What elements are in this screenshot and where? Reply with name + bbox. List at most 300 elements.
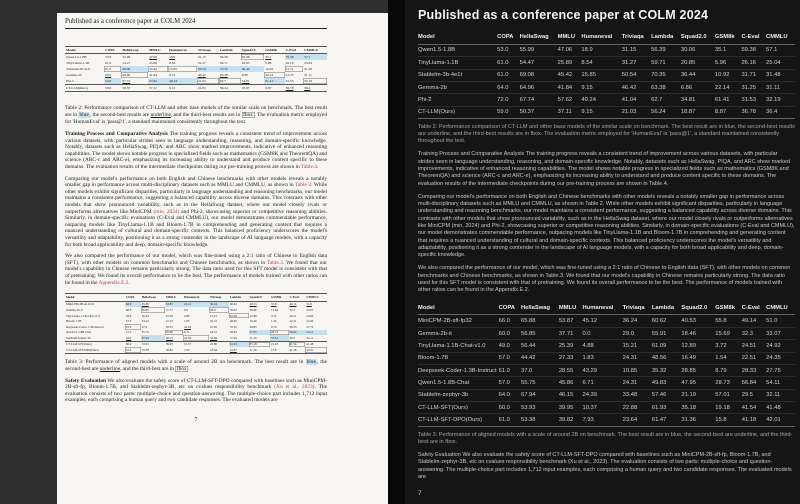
value-cell: 46.15 xyxy=(559,389,583,401)
table2-light xyxy=(65,46,327,92)
value-cell: 61.93 xyxy=(229,341,249,347)
column-header: Model xyxy=(65,294,125,301)
value-cell: 16.49 xyxy=(249,319,257,324)
value-cell: 67.74 xyxy=(520,94,558,106)
value-cell: 24.39 xyxy=(183,335,209,341)
value-cell: 3.72 xyxy=(715,340,741,352)
model-cell: Gemma-2b-it xyxy=(418,327,499,339)
value-cell: 40.53 xyxy=(249,302,257,307)
value-cell: 32.19 xyxy=(766,94,795,106)
value-cell: 46.42 xyxy=(622,81,651,93)
column-header: HellaSwag xyxy=(141,294,165,301)
value-cell: 37.11 xyxy=(148,85,168,92)
caption-underline-word: underline xyxy=(150,112,171,119)
value-cell: 31.71 xyxy=(285,66,304,72)
value-cell: 41.04 xyxy=(622,94,651,106)
value-cell: 31.25 xyxy=(285,73,294,78)
value-cell: 61.41 xyxy=(264,78,284,85)
value-cell: 37.11 xyxy=(558,106,582,118)
table3-light xyxy=(65,293,327,354)
column-header: HellaSwag xyxy=(521,302,559,315)
value-cell: 6.86 xyxy=(681,81,715,93)
value-cell: 18.87 xyxy=(681,106,715,118)
value-cell: 56.85 xyxy=(521,327,559,339)
value-cell: 27.33 xyxy=(165,319,173,324)
value-cell: 57.46 xyxy=(229,335,237,340)
value-cell: 44.42 xyxy=(141,319,149,324)
model-cell: Gemma-2b-it xyxy=(66,307,83,312)
column-header: COPA xyxy=(499,302,521,315)
value-cell: 70.35 xyxy=(219,66,241,72)
caption-text: underline xyxy=(427,131,451,138)
value-cell: 55.91 xyxy=(229,307,237,312)
page-number-dark: 7 xyxy=(418,490,422,498)
value-cell: 34.81 xyxy=(681,94,715,106)
value-cell: 22.51 xyxy=(289,319,297,324)
value-cell: 28.33 xyxy=(742,364,766,376)
value-cell: 72.0 xyxy=(104,78,121,85)
value-cell: 53.87 xyxy=(165,301,183,307)
value-cell: 61.0 xyxy=(125,324,141,330)
value-cell: 48.56 xyxy=(652,352,682,364)
value-cell: 31.36 xyxy=(681,414,715,426)
value-cell: 53.38 xyxy=(141,348,149,353)
value-cell: 61.09 xyxy=(229,313,249,319)
value-cell: 41.84 xyxy=(558,81,582,93)
value-cell: 35.32 xyxy=(229,324,237,329)
model-cell: Stablelm-zephyr-3b xyxy=(66,335,91,340)
value-cell: 59.71 xyxy=(219,61,228,66)
value-cell: 15.21 xyxy=(623,340,652,352)
value-cell: 30.06 xyxy=(681,44,715,56)
value-cell: 28.85 xyxy=(249,324,257,329)
value-cell: 6.71 xyxy=(184,330,190,335)
value-cell: 1.54 xyxy=(715,352,741,364)
value-cell: 18.9 xyxy=(581,44,621,56)
value-cell: 45.86 xyxy=(165,330,183,336)
value-cell: 31.27 xyxy=(197,61,206,66)
paper-page-dark xyxy=(405,0,800,504)
value-cell: 42.01 xyxy=(305,347,327,353)
value-cell: 21.19 xyxy=(249,335,257,340)
model-cell: Deepseek-Coder-1.3B-Instruct xyxy=(418,364,499,376)
value-cell: 56.84 xyxy=(289,330,306,336)
value-cell: 29.5 xyxy=(289,335,295,340)
value-cell: 37.71 xyxy=(559,327,583,339)
value-cell: 61.0 xyxy=(105,61,112,66)
column-header: Humaneval xyxy=(183,294,209,301)
value-cell: 61.0 xyxy=(104,66,121,72)
light-page-content xyxy=(57,13,388,423)
value-cell: 64.0 xyxy=(497,81,519,93)
column-header: GSM8k xyxy=(715,31,742,44)
reference-link: (Xu et al., 2023) xyxy=(274,384,315,391)
value-cell: 42.01 xyxy=(766,414,795,426)
value-cell: 69.08 xyxy=(121,66,148,72)
value-cell: 16.49 xyxy=(681,352,715,364)
value-cell: 15.8 xyxy=(271,348,277,353)
header-row xyxy=(65,294,327,301)
table-row xyxy=(418,389,795,401)
column-header: COPA xyxy=(104,47,121,54)
model-cell: TinyLlama-1.1B xyxy=(66,61,90,66)
value-cell: 10.92 xyxy=(265,67,274,72)
value-cell: 61.0 xyxy=(497,69,519,81)
model-cell: MiniCPM-2B-sft-fp32 xyxy=(66,302,95,307)
table-row xyxy=(418,94,795,106)
value-cell: 25.89 xyxy=(558,57,582,69)
value-cell: 55.8 xyxy=(271,302,277,307)
header-row xyxy=(418,31,795,44)
value-cell: 60.0 xyxy=(125,341,141,347)
caption-text: , and the third-best are in xyxy=(120,365,176,372)
column-header: MMLU xyxy=(148,47,168,54)
value-cell: 50.37 xyxy=(520,106,558,118)
reference-link: Table 2 xyxy=(294,182,312,189)
caption-text: , the second-best are xyxy=(681,431,735,438)
value-cell: 24.51 xyxy=(742,340,766,352)
value-cell: 50.54 xyxy=(197,66,219,72)
value-cell: 49.83 xyxy=(652,377,682,389)
value-cell: 53.0 xyxy=(105,55,112,60)
value-cell: 28.55 xyxy=(559,364,583,376)
column-header: Model xyxy=(418,302,499,315)
column-header: CMMLU xyxy=(305,294,327,301)
value-cell: 54.11 xyxy=(766,377,795,389)
value-cell: 30.06 xyxy=(241,54,265,61)
value-cell: 8.54 xyxy=(581,57,621,69)
value-cell: 53.93 xyxy=(141,341,165,347)
value-cell: 37.0 xyxy=(521,364,559,376)
column-header: Lambda xyxy=(229,294,249,301)
table-row xyxy=(418,315,795,327)
value-cell: 35.18 xyxy=(681,402,715,414)
value-cell: 40.53 xyxy=(681,315,715,327)
value-cell: 69.08 xyxy=(520,69,558,81)
column-header: MMLU xyxy=(559,302,583,315)
value-cell: 56.84 xyxy=(742,377,766,389)
value-cell: 56.39 xyxy=(651,44,681,56)
comparison-paragraph-light: Comparing our model's performance on both English and Chinese benchmarks with other models reveals a notably smaller gap in performance across multi-disciplinary datasets such as MMLU and CMMLU, as shown in Table 2. While other models exhibit significant disparities, particularly in language understanding and reasoning benchmarks, our model maintains a consistent performance, suggesting a balanced capability across diverse domains. This contrasts with other models that show pronounced variability, such as in the HellaSwag dataset, where our model closely rivals or outperforms alternatives like MiniCPM (min, 2024) and Phi-2, showcasing superior or competitive reasoning abilities. Similarly, in domain-specific evaluations (C-Eval and CMMLU), our model demonstrates commendable performance, outpacing models like TinyLlama-1.1B and Bloom-1.7B in comprehending and generating content that requires a nuanced understanding of cultural and domain-specific contexts. This balanced proficiency underscores the model's versatility and adaptability, positioning it as a strong contender in the landscape of AI language models, with a capacity for both broad applicability and deep, domain-specific knowledge. xyxy=(65,175,327,248)
value-cell: 18.46 xyxy=(249,307,257,312)
value-cell: 59.38 xyxy=(741,44,766,56)
value-cell: 53.93 xyxy=(521,402,559,414)
comparison-paragraph-dark: Comparing our model's performance on both English and Chinese benchmarks with other models reveals a notably smaller gap in performance across multi-disciplinary datasets such as MMLU and CMMLU, as shown in Table 2. While other models exhibit significant disparities, particularly in language understanding and reasoning benchmarks, our model maintains a consistent performance, suggesting a balanced capability across diverse domains. This contrasts with other models that show pronounced variability, such as in the HellaSwag dataset, where our model closely rivals or outperforms alternatives like MiniCPM (min, 2024) and Phi-2, showcasing superior or competitive reasoning abilities. Similarly, in domain-specific evaluations (C-Eval and CMMLU), our model demonstrates commendable performance, outpacing models like TinyLlama-1.1B and Bloom-1.7B in comprehending and generating content that requires a nuanced understanding of cultural and domain-specific contexts. This balanced proficiency underscores the model's versatility and adaptability, positioning it as a strong contender in the landscape of AI language models, with a capacity for both broad applicability and deep, domain-specific knowledge. xyxy=(418,193,795,259)
value-cell: 57.1 xyxy=(303,54,327,61)
value-cell: 41.84 xyxy=(149,73,157,78)
value-cell: 15.85 xyxy=(168,66,197,72)
value-cell: 35.1 xyxy=(265,55,272,60)
value-cell: 8.79 xyxy=(715,364,741,376)
value-cell: 51.0 xyxy=(306,302,312,307)
value-cell: 46.15 xyxy=(165,335,173,340)
table-row xyxy=(418,327,795,339)
column-header: Model xyxy=(65,47,104,54)
caption-text: Table 3: Performance of aligned models with a scale of around 2B on benchmark. The best result are in xyxy=(418,431,671,438)
value-cell: 24.92 xyxy=(306,313,314,318)
value-cell: 8.87 xyxy=(264,85,284,92)
value-cell: 40.24 xyxy=(168,78,197,85)
column-header: Model xyxy=(418,31,497,44)
value-cell: 21.03 xyxy=(622,106,651,118)
column-header: Triviaqa xyxy=(209,294,229,301)
value-cell: 57.0 xyxy=(125,319,132,324)
model-cell: CT-LLM(Ours) xyxy=(65,85,104,92)
column-header: Triviaqa xyxy=(197,47,219,54)
value-cell: 22.88 xyxy=(209,341,229,347)
value-cell: 31.48 xyxy=(304,67,313,72)
value-cell: 45.86 xyxy=(559,377,583,389)
paragraph-text: The training progress reveals a consistent trend of improvement across various datasets, with particular strides seen in language understanding, reasoning, and domain-specific knowledge. Notably, datasets such as HellaSwag, PIQA, and ARC show marked improvements, indicative of enhanced reasoning capabilities. The model shows notable progress in specialized fields such as mathematics (GSM8K and TheoremQA) and science (ARC-c and ARC-e), emphasizing its increasing ability to understand and produce content specific to these domains. The evaluation results of the intermediate checkpoints during our pre-training process are shown in Table.4. xyxy=(418,151,790,187)
caption-text: blue xyxy=(724,124,735,131)
caption-text: , the second-best results are xyxy=(89,112,151,119)
value-cell: 65.88 xyxy=(141,302,149,307)
caption-text: , the second-best are xyxy=(65,358,328,372)
value-cell: 10.37 xyxy=(582,402,622,414)
value-cell: 12.89 xyxy=(681,340,715,352)
value-cell: 56.24 xyxy=(651,106,681,118)
value-cell: 15.69 xyxy=(715,327,741,339)
column-header: C-Eval xyxy=(742,302,766,315)
value-cell: 31.71 xyxy=(741,69,766,81)
value-cell: 66.0 xyxy=(125,301,141,307)
value-cell: 70.35 xyxy=(651,69,681,81)
model-cell: Qwen1.5-1.8B xyxy=(66,55,87,60)
value-cell: 3.72 xyxy=(271,313,277,318)
value-cell: 57.1 xyxy=(766,44,795,56)
value-cell: 10.85 xyxy=(209,324,217,329)
column-header: Squad2.0 xyxy=(241,47,265,54)
value-cell: 27.75 xyxy=(766,364,795,376)
value-cell: 24.35 xyxy=(306,319,314,324)
table2-dark xyxy=(418,31,795,119)
value-cell: 24.31 xyxy=(209,319,217,324)
value-cell: 0.0 xyxy=(184,307,188,312)
value-cell: 10.92 xyxy=(715,69,742,81)
model-cell: CT-LLM(Ours) xyxy=(418,106,497,118)
caption-blue-word: blue xyxy=(79,112,89,119)
value-cell: 64.0 xyxy=(125,335,132,340)
column-header: CMMLU xyxy=(766,302,795,315)
value-cell: 31.53 xyxy=(285,79,294,84)
value-cell: 32.3 xyxy=(742,327,766,339)
value-cell: 60.62 xyxy=(229,302,237,307)
value-cell: 50.37 xyxy=(121,85,148,92)
value-cell: 31.53 xyxy=(741,94,766,106)
value-cell: 61.41 xyxy=(715,94,742,106)
model-cell: Qwen1.5-1.8B-Chat xyxy=(66,330,92,335)
column-header: Lambda xyxy=(652,302,682,315)
table-row xyxy=(418,377,795,389)
value-cell: 67.94 xyxy=(141,335,165,341)
value-cell: 24.35 xyxy=(766,352,795,364)
column-header: Humaneval xyxy=(582,302,622,315)
page-number-light: 7 xyxy=(194,417,198,424)
running-header-dark: Published as a conference paper at COLM 2024 xyxy=(418,8,709,22)
value-cell: 57.0 xyxy=(499,377,521,389)
value-cell: 46.42 xyxy=(197,73,206,78)
value-cell: 39.82 xyxy=(559,414,583,426)
value-cell: 31.25 xyxy=(741,81,766,93)
value-cell: 57.46 xyxy=(652,389,682,401)
value-cell: 56.24 xyxy=(219,85,241,92)
value-cell: 31.48 xyxy=(766,69,795,81)
value-cell: 36.78 xyxy=(285,85,304,92)
safety-paragraph-light xyxy=(65,378,327,404)
column-header: HellaSwag xyxy=(520,31,558,44)
table3-dark xyxy=(418,302,795,427)
value-cell: 24.31 xyxy=(209,330,217,335)
value-cell: 57.01 xyxy=(270,335,288,341)
table-row xyxy=(418,414,795,426)
value-cell: 0.0 xyxy=(582,327,622,339)
training-paragraph-light xyxy=(65,131,327,171)
column-header: Squad2.0 xyxy=(681,31,715,44)
caption-text: . The evaluation metric employed for 'HumanEval' is 'pass@1', a standard maintained consistently throughout the text. xyxy=(418,131,779,145)
value-cell: 57.0 xyxy=(125,330,132,335)
value-cell: 25.39 xyxy=(165,313,173,318)
model-cell: Qwen1.5-1.8B-Chat xyxy=(418,377,499,389)
model-cell: Qwen1.5-1.8B xyxy=(418,44,497,56)
caption-text: underline xyxy=(734,431,757,438)
value-cell: 28.33 xyxy=(289,324,297,329)
value-cell: 33.48 xyxy=(209,335,217,340)
value-cell: 41.18 xyxy=(289,348,297,353)
table-row xyxy=(65,347,327,353)
value-cell: 54.11 xyxy=(305,330,327,336)
table-row xyxy=(418,69,795,81)
column-header: GSM8k xyxy=(264,47,284,54)
column-header: COPA xyxy=(497,31,519,44)
value-cell: 34.81 xyxy=(241,79,250,84)
model-cell: Bloom-1.7B xyxy=(418,352,499,364)
value-cell: 33.07 xyxy=(306,307,314,312)
value-cell: 41.48 xyxy=(766,402,795,414)
value-cell: 4.88 xyxy=(184,313,190,318)
running-header-light: Published as a conference paper at COLM 2024 xyxy=(65,18,327,29)
model-cell: Stablelm-3b-4e1t xyxy=(66,67,91,72)
value-cell: 60.0 xyxy=(125,307,132,312)
caption-text: . The evaluation metric employed for 'HumanEval' is 'pass@1', a standard maintained consistently throughout the text. xyxy=(65,112,328,126)
value-cell: 57.62 xyxy=(558,94,582,106)
value-cell: 60.0 xyxy=(499,327,521,339)
column-header: Triviaqa xyxy=(622,31,651,44)
model-cell: MiniCPM-2B-sft-fp32 xyxy=(418,315,499,327)
value-cell: 25.39 xyxy=(559,340,583,352)
value-cell: 21.03 xyxy=(197,85,219,92)
value-cell: 36.24 xyxy=(623,315,652,327)
value-cell: 12.89 xyxy=(249,313,257,318)
value-cell: 36.4 xyxy=(766,106,795,118)
value-cell: 59.71 xyxy=(651,57,681,69)
value-cell: 31.27 xyxy=(622,57,651,69)
value-cell: 64.96 xyxy=(520,81,558,93)
caption-text: , and the third-best results are in xyxy=(450,131,531,138)
value-cell: 51.0 xyxy=(766,315,795,327)
value-cell: 9.15 xyxy=(168,85,197,92)
caption-text: . xyxy=(188,365,190,372)
value-cell: 44.42 xyxy=(521,352,559,364)
value-cell: 53.38 xyxy=(521,414,559,426)
table-row xyxy=(418,81,795,93)
value-cell: 22.51 xyxy=(742,352,766,364)
value-cell: 57.62 xyxy=(148,78,168,85)
caption-text: , the second-best results are xyxy=(418,124,795,138)
page-gutter xyxy=(388,0,405,504)
column-header: C-Eval xyxy=(289,294,306,301)
value-cell: 61.47 xyxy=(229,348,237,353)
value-cell: 33.48 xyxy=(623,389,652,401)
value-cell: 55.99 xyxy=(520,44,558,56)
value-cell: 8.79 xyxy=(271,324,277,329)
caption-underline-word: underline xyxy=(99,365,121,372)
caption-text: , and the third-best results are in xyxy=(170,112,242,119)
value-cell: 61.0 xyxy=(125,347,141,353)
value-cell: 67.74 xyxy=(122,79,131,84)
value-cell: 26.16 xyxy=(741,57,766,69)
model-cell: TinyLlama-1.1B-Chat-v1.0 xyxy=(418,340,499,352)
value-cell: 55.99 xyxy=(122,55,131,60)
value-cell: 25.04 xyxy=(304,61,313,66)
model-cell: Phi-2 xyxy=(418,94,497,106)
value-cell: 18.46 xyxy=(681,327,715,339)
table-row xyxy=(418,402,795,414)
model-cell: CT-LLM-SFT-DPO(Ours) xyxy=(66,348,99,353)
reference-link: (min, 2024) xyxy=(153,208,180,215)
value-cell: 31.11 xyxy=(304,73,312,78)
value-cell: 31.15 xyxy=(197,55,206,60)
value-cell: 7.93 xyxy=(184,348,190,353)
value-cell: 20.85 xyxy=(241,61,250,66)
value-cell: 5.96 xyxy=(715,57,742,69)
value-cell: 28.85 xyxy=(681,364,715,376)
value-cell: 39.95 xyxy=(559,402,583,414)
value-cell: 31.11 xyxy=(766,81,795,93)
value-cell: 37.71 xyxy=(165,307,173,312)
value-cell: 41.48 xyxy=(305,341,327,347)
value-cell: 41.54 xyxy=(742,402,766,414)
value-cell: 22.14 xyxy=(715,81,742,93)
value-cell: 63.38 xyxy=(219,73,228,78)
caption-blue-word: blue xyxy=(306,358,316,365)
value-cell: 60.62 xyxy=(652,315,682,327)
value-cell: 43.29 xyxy=(184,324,191,329)
value-cell: 9.15 xyxy=(581,81,621,93)
value-cell: 27.75 xyxy=(306,324,314,329)
caption-fbox-word: fbox xyxy=(176,365,187,372)
safety-paragraph-dark xyxy=(418,452,795,481)
value-cell: 47.95 xyxy=(249,330,270,336)
caption-text: , and the third-best are in xyxy=(418,431,793,445)
value-cell: 61.93 xyxy=(652,402,682,414)
column-header: COPA xyxy=(125,294,141,301)
header-row xyxy=(65,47,327,54)
section-heading: Training Process and Comparative Analysis xyxy=(65,131,168,138)
value-cell: 25.04 xyxy=(766,57,795,69)
value-cell: 61.0 xyxy=(497,57,519,69)
value-cell: 59.0 xyxy=(497,106,519,118)
reference-link: Table.3 xyxy=(266,259,283,266)
value-cell: 24.31 xyxy=(623,352,652,364)
value-cell: 47.06 xyxy=(149,55,157,60)
column-header: MMLU xyxy=(558,31,582,44)
value-cell: 36.44 xyxy=(241,66,265,72)
column-header: Triviaqa xyxy=(623,302,652,315)
value-cell: 6.86 xyxy=(241,73,248,78)
value-cell: 64.0 xyxy=(499,389,521,401)
model-cell: CT-LLM-SFT(Ours) xyxy=(418,402,499,414)
value-cell: 29.5 xyxy=(742,389,766,401)
